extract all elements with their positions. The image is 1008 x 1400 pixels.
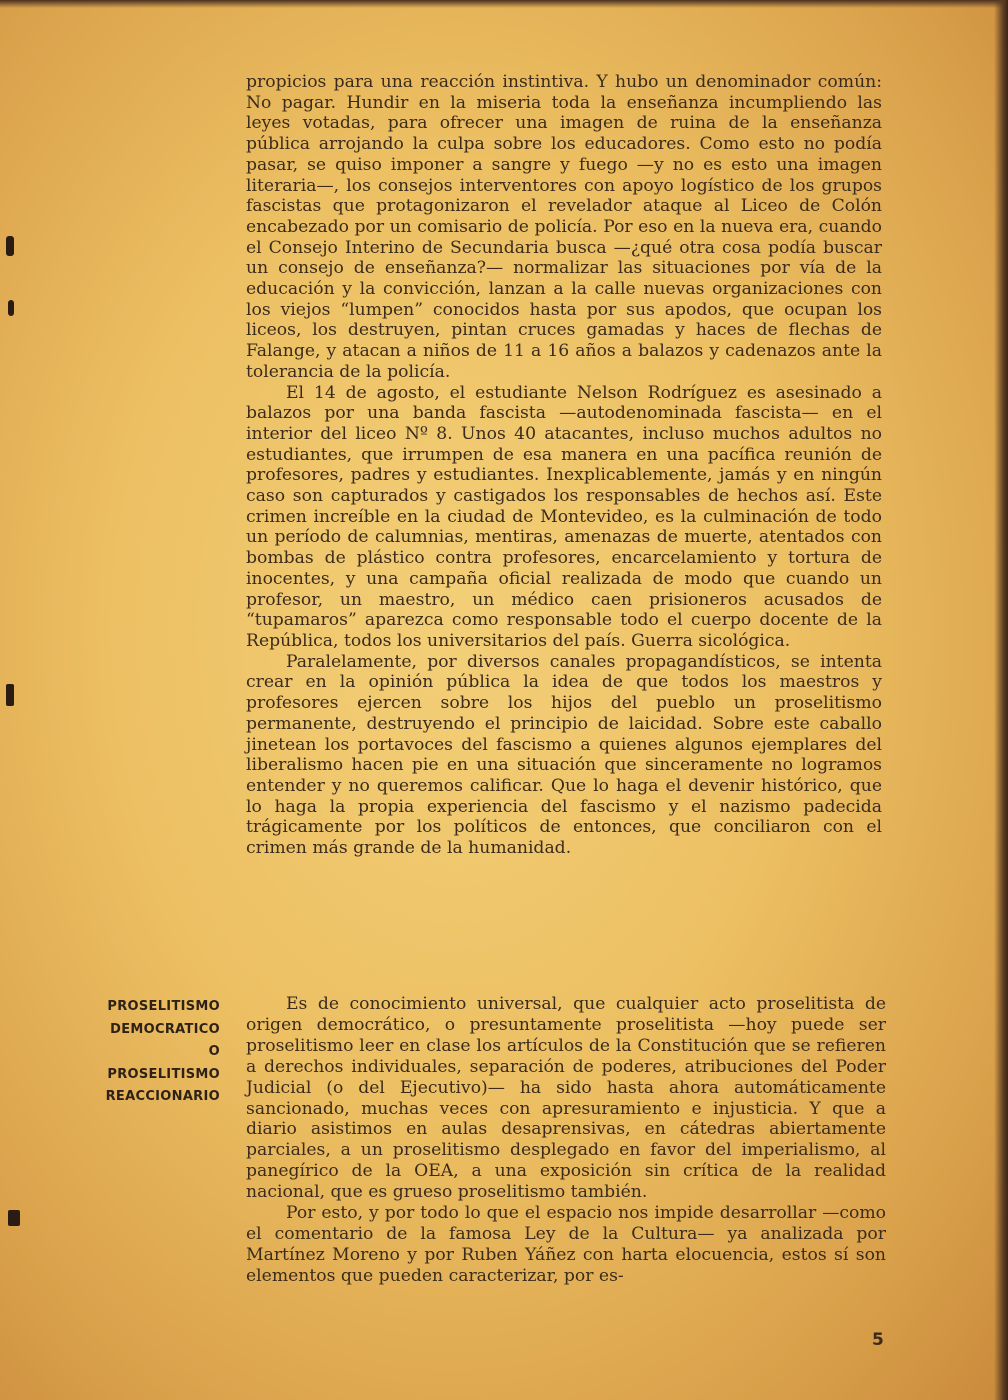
article-body bbox=[246, 72, 882, 859]
section-heading-line: DEMOCRATICO bbox=[110, 1021, 220, 1037]
page-top-edge bbox=[0, 0, 1008, 8]
section-body bbox=[246, 994, 886, 1287]
section-heading-line: PROSELITISMO bbox=[107, 1066, 220, 1082]
section-paragraph-1: Es de conocimiento universal, que cualquier acto proselitista de origen democrático, o presuntamente proselitista —hoy puede ser proselitismo leer en clase los artículos de la Constitución que se refieren a derechos individuales, separación de poderes, atribuciones del Poder Judicial (o del Ejecutivo)— ha sido hasta ahora automáticamente sancionado, muchas veces con apresuramiento e injusticia. Y que a diario asistimos en aulas desaprensivas, en cátedras abiertamente parciales, a un proselitismo desplegado en favor del imperialismo, al panegírico de la OEA, a una exposición sin crítica de la realidad nacional, que es grueso proselitismo también. bbox=[246, 994, 886, 1203]
page-number: 5 bbox=[872, 1330, 884, 1350]
margin-ink-mark bbox=[8, 300, 14, 316]
page-right-edge bbox=[994, 0, 1008, 1400]
section-heading bbox=[70, 996, 220, 1109]
margin-ink-mark bbox=[8, 1210, 20, 1226]
article-paragraph-2: El 14 de agosto, el estudiante Nelson Rodríguez es asesinado a balazos por una banda fascista —autodenominada fascista— en el interior del liceo Nº 8. Unos 40 atacantes, incluso muchos adultos no estudiantes, que irrumpen de esa manera en una pacífica reunión de profesores, padres y estudiantes. Inexplicablemente, jamás y en ningún caso son capturados y castigados los responsables de hechos así. Este crimen increíble en la ciudad de Montevideo, es la culminación de todo un período de calumnias, mentiras, amenazas de muerte, atentados con bombas de plástico contra profesores, encarcelamiento y tortura de inocentes, y una campaña oficial realizada de modo que cuando un profesor, un maestro, un médico caen prisioneros acusados de “tupamaros” aparezca como responsable todo el cuerpo docente de la República, todos los universitarios del país. Guerra sicológica. bbox=[246, 382, 882, 651]
margin-ink-mark bbox=[6, 236, 14, 256]
section-heading-line: O bbox=[208, 1044, 220, 1059]
article-paragraph-1: propicios para una reacción instintiva. Y hubo un denominador común: No pagar. Hundir en la miseria toda la enseñanza incumpliendo las leyes votadas, para ofrecer una imagen de ruina de la enseñanza pública arrojando la culpa sobre los educadores. Como esto no podía pasar, se quiso imponer a sangre y fuego —y no es esto una imagen literaria—, los consejos interventores con apoyo logístico de los grupos fascistas que protagonizaron el revelador ataque al Liceo de Colón encabezado por un comisario de policía. Por eso en la nueva era, cuando el Consejo Interino de Secundaria busca —¿qué otra cosa podía buscar un consejo de enseñanza?— normalizar las situaciones por vía de la educación y la convicción, lanzan a la calle nuevas organizaciones con los viejos “lumpen” conocidos hasta por sus apodos, que ocupan los liceos, los destruyen, pintan cruces gamadas y haces de flechas de Falange, y atacan a niños de 11 a 16 años a balazos y cadenazos ante la tolerancia de la policía. bbox=[246, 72, 882, 382]
article-paragraph-3: Paralelamente, por diversos canales propagandísticos, se intenta crear en la opinión pública la idea de que todos los maestros y profesores ejercen sobre los hijos del pueblo un proselitismo permanente, destruyendo el principio de laicidad. Sobre este caballo jinetean los portavoces del fascismo a quienes algunos ejemplares del liberalismo hacen pie en una situación que sinceramente no logramos entender y no queremos calificar. Que lo haga el devenir histórico, que lo haga la propia experiencia del fascismo y el nazismo padecida trágicamente por los políticos de entonces, que conciliaron con el crimen más grande de la humanidad. bbox=[246, 651, 882, 859]
section-heading-line: PROSELITISMO bbox=[107, 999, 220, 1014]
section-heading-line: REACCIONARIO bbox=[105, 1089, 220, 1104]
margin-ink-mark bbox=[6, 684, 14, 706]
section-paragraph-2: Por esto, y por todo lo que el espacio nos impide desarrollar —como el comentario de la famosa Ley de la Cultura— ya analizada por Martínez Moreno y por Ruben Yáñez con harta elocuencia, estos sí son elementos que pueden caracterizar, por es- bbox=[246, 1203, 886, 1286]
